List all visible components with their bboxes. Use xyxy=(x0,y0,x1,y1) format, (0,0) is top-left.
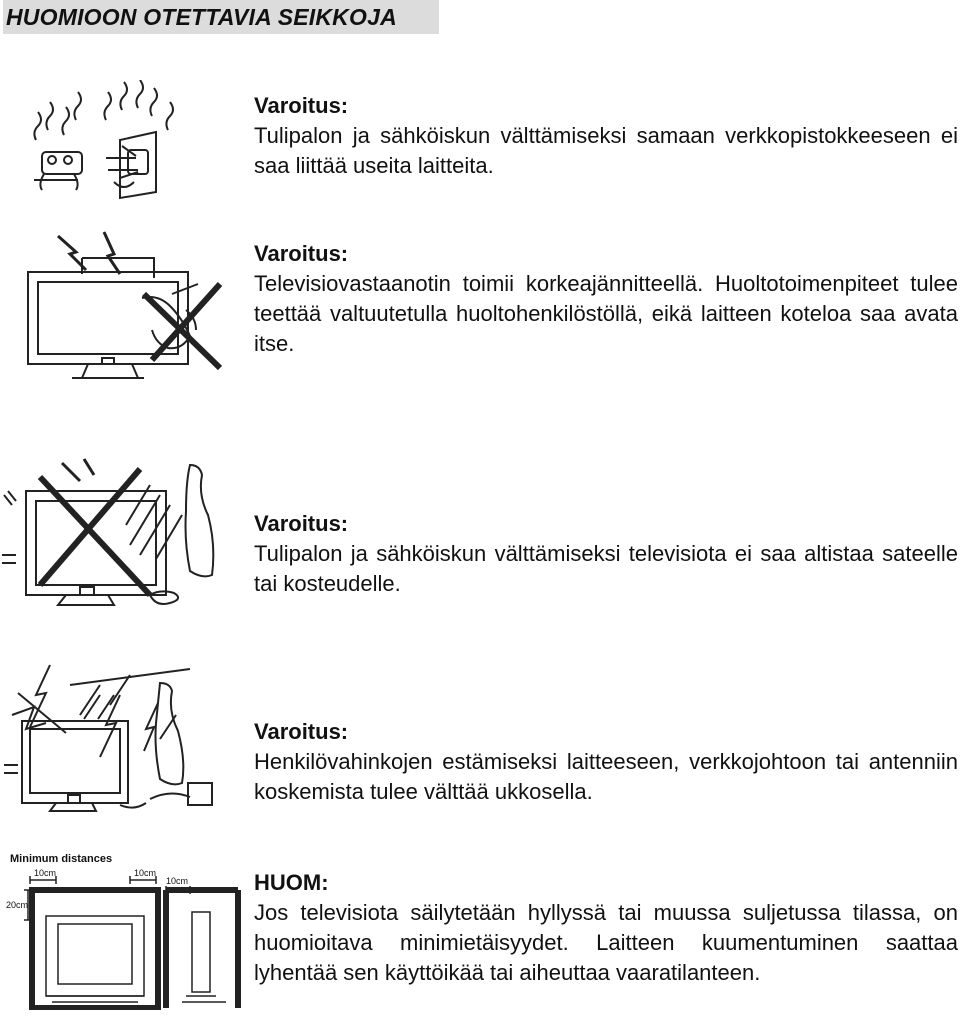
note-section xyxy=(254,868,958,988)
section-body: Jos televisiota säilytetään hyllyssä tai muussa suljetussa tilassa, on huomioitava minimietäisyydet. Laitteen kuumentuminen saattaa lyhentää sen käyttöikää tai aiheuttaa vaaratilanteen. xyxy=(254,900,958,985)
no-rain-icon xyxy=(0,455,230,615)
tv-rain-illustration xyxy=(0,455,230,615)
open-tv-illustration xyxy=(22,228,240,388)
lightning-icon xyxy=(0,655,240,815)
dim-top: 20cm xyxy=(6,900,29,910)
section-label: Varoitus: xyxy=(254,241,349,266)
section-body: Tulipalon ja sähköiskun välttämiseksi televisiota ei saa altistaa sateelle tai kosteudelle. xyxy=(254,541,958,596)
diagram-title: Minimum distances xyxy=(10,853,113,865)
warning-section-1 xyxy=(254,91,958,181)
page-header xyxy=(3,0,439,34)
warning-section-3 xyxy=(254,509,958,599)
section-label: HUOM: xyxy=(254,870,329,895)
section-label: Varoitus: xyxy=(254,93,349,118)
page-title: HUOMIOON OTETTAVIA SEIKKOJA xyxy=(6,4,397,30)
dim-top-right: 10cm xyxy=(134,868,157,878)
minimum-distances-diagram xyxy=(6,850,244,1010)
section-body: Televisiovastaanotin toimii korkeajännitteellä. Huoltotoimenpiteet tulee teettää valtuutetulla huoltohenkilöstöllä, eikä laitteen koteloa saa avata itse. xyxy=(254,271,958,356)
warning-section-2 xyxy=(254,239,958,359)
section-body: Henkilövahinkojen estämiseksi laitteeseen, verkkojohtoon tai antenniin koskemista tulee välttää ukkosella. xyxy=(254,749,958,804)
dim-top-left: 10cm xyxy=(34,868,57,878)
section-label: Varoitus: xyxy=(254,511,349,536)
section-body: Tulipalon ja sähköiskun välttämiseksi samaan verkkopistokkeeseen ei saa liittää useita laitteita. xyxy=(254,123,958,178)
no-open-tv-icon xyxy=(22,228,240,388)
overloaded-outlet-icon xyxy=(24,80,184,200)
thunderstorm-illustration xyxy=(0,655,240,815)
overloaded-outlet-illustration xyxy=(24,80,184,200)
section-label: Varoitus: xyxy=(254,719,349,744)
dim-side: 10cm xyxy=(166,876,189,886)
warning-section-4 xyxy=(254,717,958,807)
clearance-icon xyxy=(6,850,244,1010)
